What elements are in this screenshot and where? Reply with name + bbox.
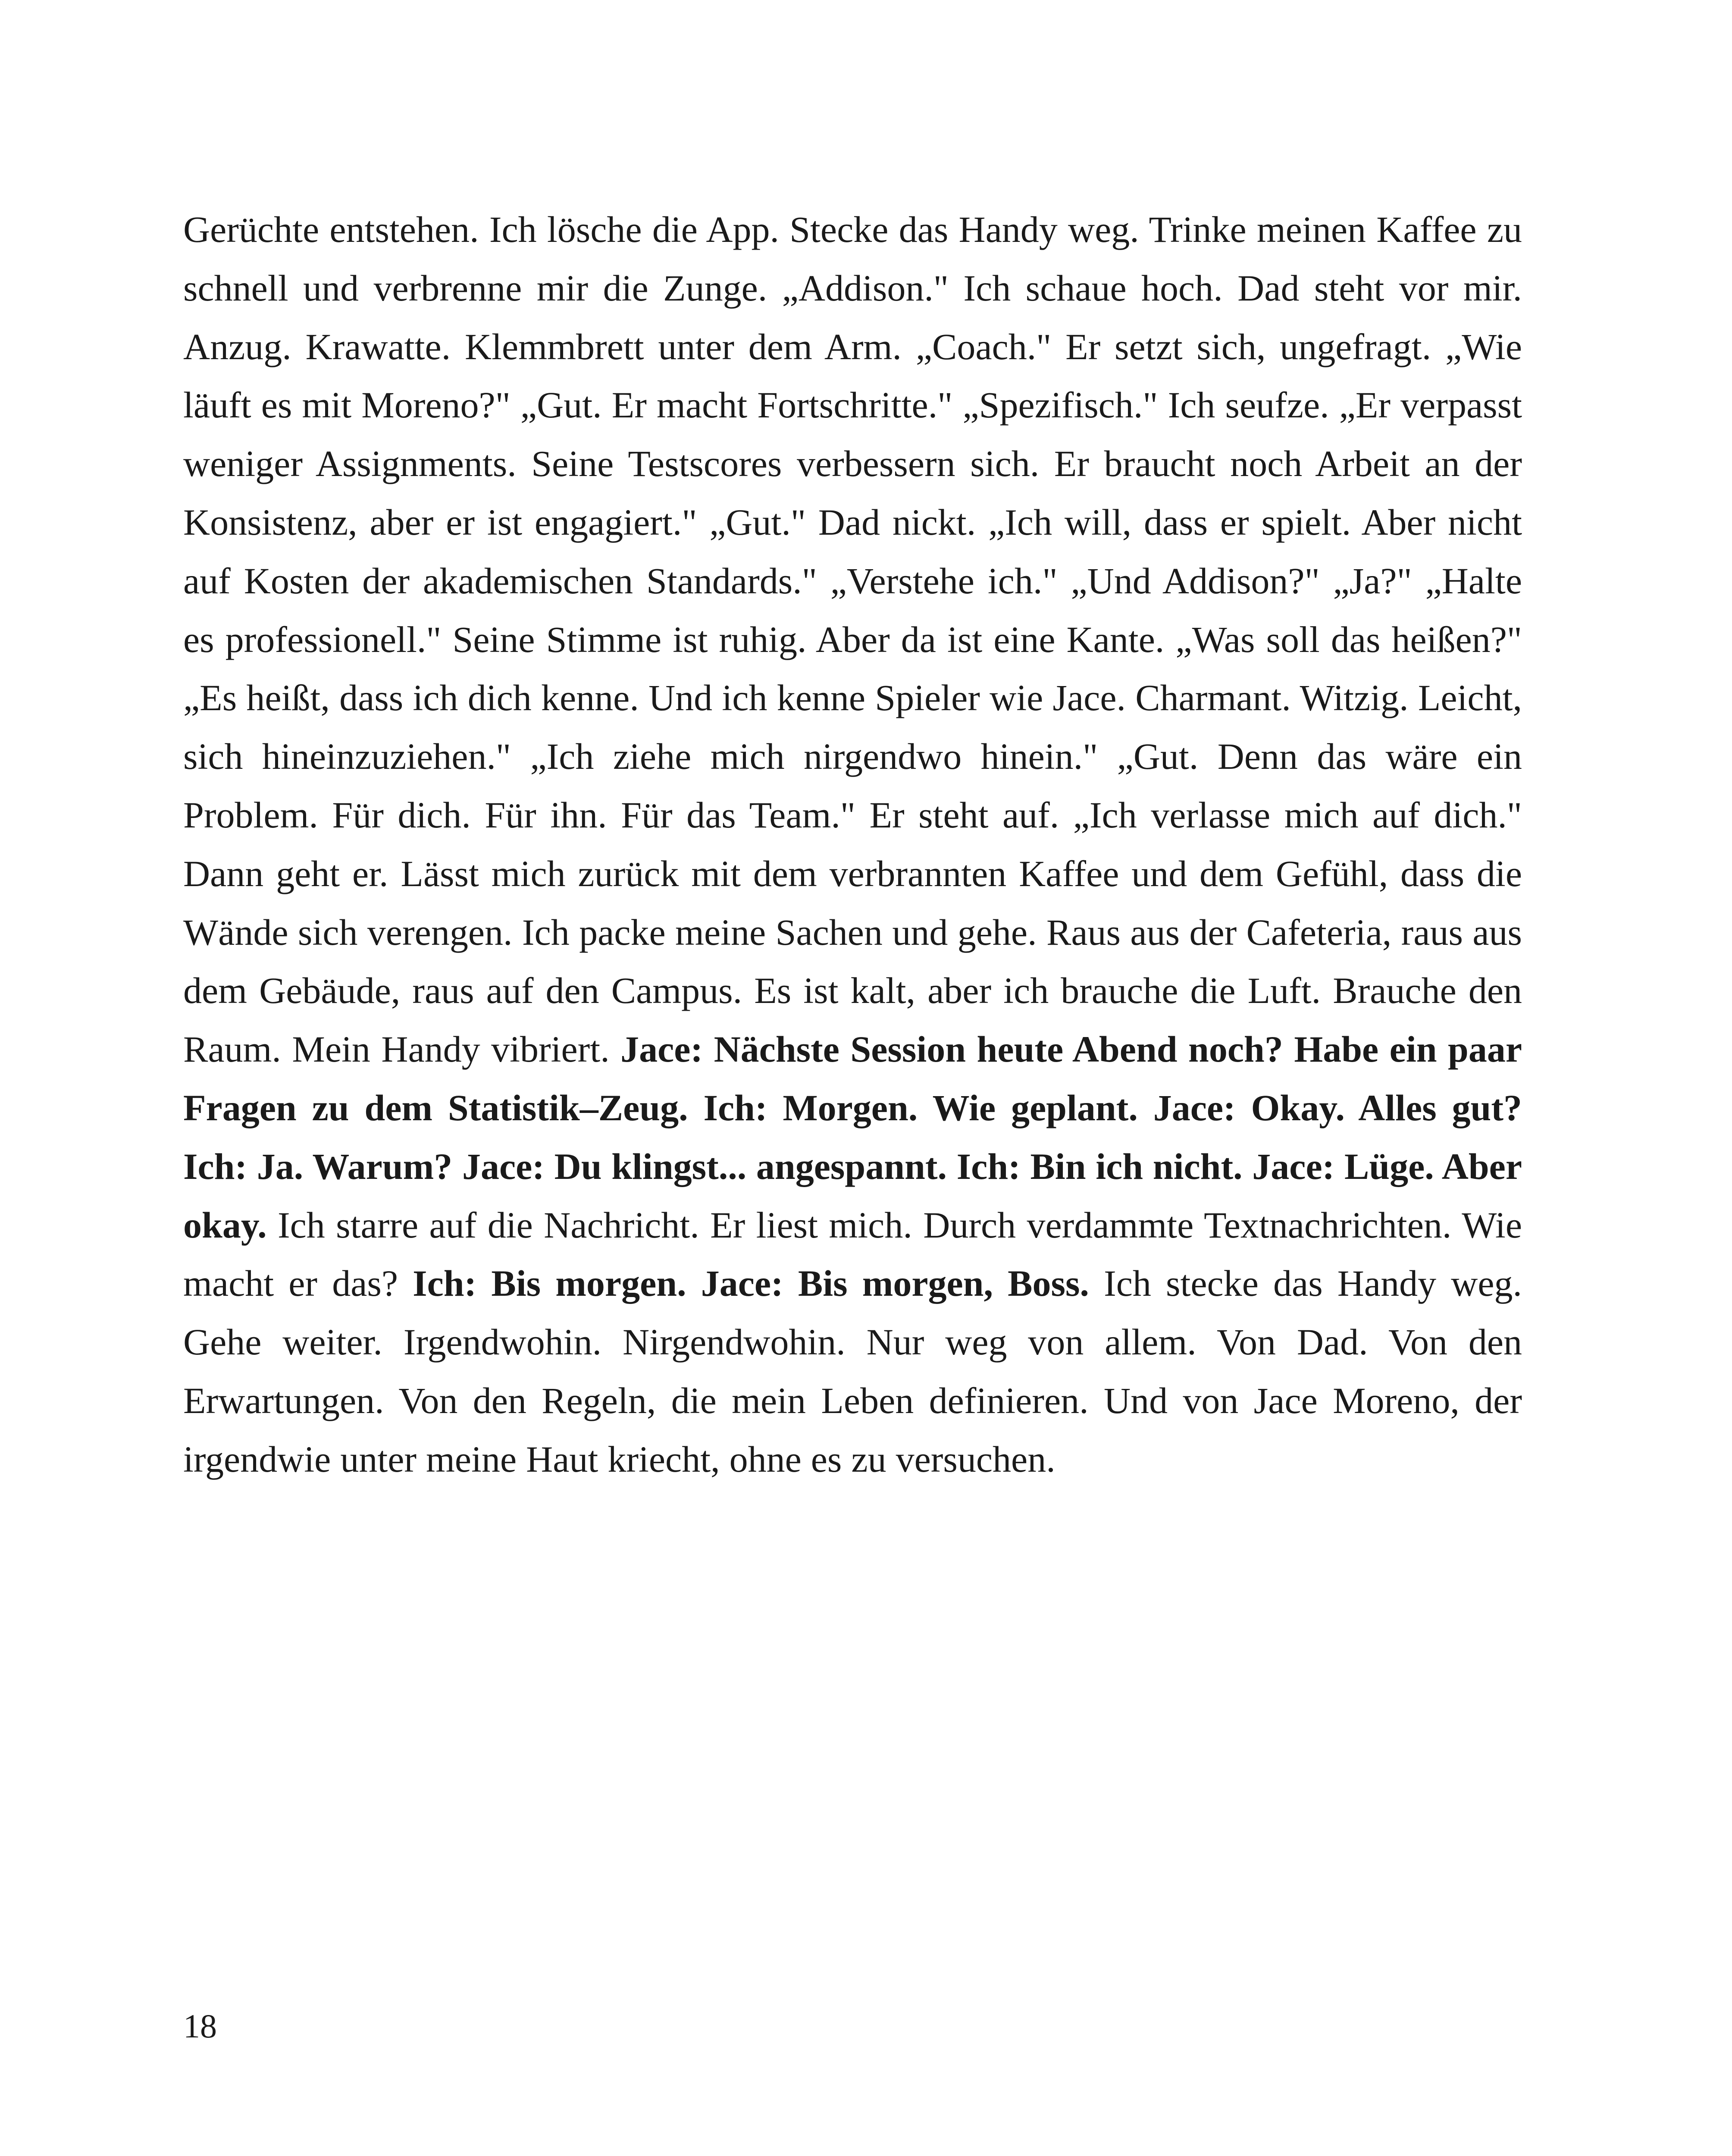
text-message-exchange: Jace: Nächste Session heute Abend noch? Habe ein paar Fragen zu dem Statistik–Zeug. Ich: Morgen. Wie geplant. Jace: Okay. Alles gut? Ich: Ja. Warum? Jace: Du klingst... angespannt. Ich: Bin ich nicht. Jace: Lüge. Aber okay. [183,1028,1522,1246]
narrative-text: Ich stecke das Handy weg. Gehe weiter. Irgendwohin. Nirgendwohin. Nur weg von allem. Von Dad. Von den Erwartungen. Von den Regeln, die mein Leben definieren. Und von Jace Moreno, der irgendwie unter meine Haut kriecht, ohne es zu versuchen. [183,1263,1522,1480]
body-paragraph [183,201,1522,1489]
text-message-exchange: Ich: Bis morgen. Jace: Bis morgen, Boss. [413,1263,1089,1304]
narrative-text: Ich starre auf die Nachricht. Er liest mich. Durch verdammte Textnachrichten. Wie macht er das? [183,1204,1522,1304]
page-number: 18 [183,2007,217,2045]
narrative-text: Gerüchte entstehen. Ich lösche die App. Stecke das Handy weg. Trinke meinen Kaffee zu schnell und verbrenne mir die Zunge. „Addison." Ich schaue hoch. Dad steht vor mir. Anzug. Krawatte. Klemmbrett unter dem Arm. „Coach." Er setzt sich, ungefragt. „Wie läuft es mit Moreno?" „Gut. Er macht Fortschritte." „Spezifisch." Ich seufze. „Er verpasst weniger Assignments. Seine Testscores verbessern sich. Er braucht noch Arbeit an der Konsistenz, aber er ist engagiert." „Gut." Dad nickt. „Ich will, dass er spielt. Aber nicht auf Kosten der akademischen Standards." „Verstehe ich." „Und Addison?" „Ja?" „Halte es professionell." Seine Stimme ist ruhig. Aber da ist eine Kante. „Was soll das heißen?" „Es heißt, dass ich dich kenne. Und ich kenne Spieler wie Jace. Charmant. Witzig. Leicht, sich hineinzuziehen." „Ich ziehe mich nirgendwo hinein." „Gut. Denn das wäre ein Problem. Für dich. Für ihn. Für das Team." Er steht auf. „Ich verlasse mich auf dich." Dann geht er. Lässt mich zurück mit dem verbrannten Kaffee und dem Gefühl, dass die Wände sich verengen. Ich packe meine Sachen und gehe. Raus aus der Cafeteria, raus aus dem Gebäude, raus auf den Campus. Es ist kalt, aber ich brauche die Luft. Brauche den Raum. Mein Handy vibriert. [183,209,1522,1070]
